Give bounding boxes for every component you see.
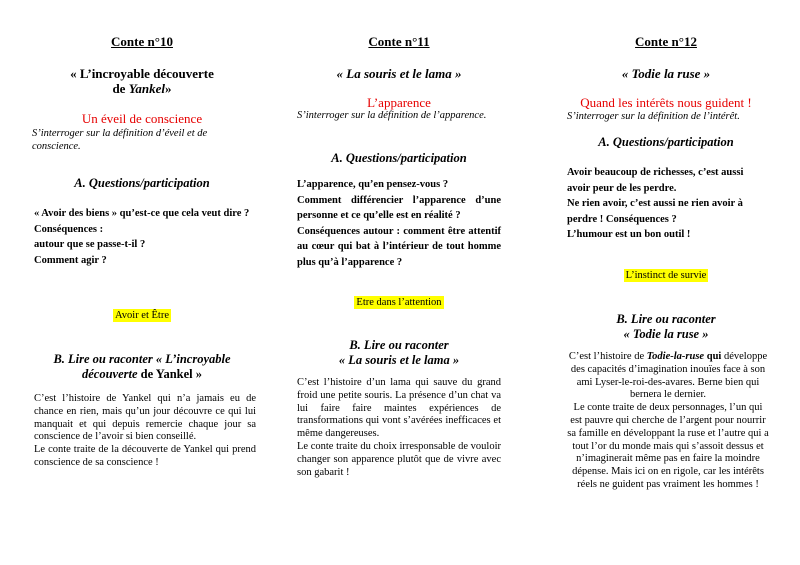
conte-title: « Todie la ruse » [621,66,711,81]
questions-block: Avoir beaucoup de richesses, c’est aussi avoir peur de les perdre. Ne rien avoir, c’est aussi ne rien avoir à perdre ! Conséquences ? L’humour est un bon outil ! [567,167,744,240]
theme-title: Quand les intérêts nous guident ! [580,95,752,110]
section-a-heading: A. Questions/participation [74,176,210,190]
column-conte-11 [297,0,501,565]
conte-title: « L’incroyable découverte de Yankel» [70,66,214,96]
conte-heading: Conte n°10 [111,34,173,49]
section-b-heading: B. Lire ou raconter « L’incroyable découverte de Yankel » [53,352,231,381]
questions-block: L’apparence, qu’en pensez-vous ? Comment différencier l’apparence d’une personne et ce qu’elle est en réalité ? Conséquences autour : comment être attentif au cœur qui bat à l’intérieur de tout homme plus qu’à l’apparence ? [297,179,501,268]
column-conte-10 [28,0,256,565]
section-b-heading: B. Lire ou raconter « La souris et le lama » [338,338,460,367]
theme-definition: S’interroger sur la définition de l’intérêt. [567,111,740,122]
section-b-heading: B. Lire ou raconter « Todie la ruse » [616,312,716,341]
conte-heading: Conte n°12 [635,34,697,49]
highlight-label: L’instinct de survie [625,270,707,281]
conte-heading: Conte n°11 [368,34,430,49]
section-a-heading: A. Questions/participation [598,135,734,149]
questions-block: « Avoir des biens » qu’est-ce que cela veut dire ? Conséquences : autour que se passe-t-il ? Comment agir ? [34,208,250,266]
story-text: C’est l’histoire de Yankel qui n’a jamais eu de chance en rien, mais qu’un jour découvre ce qui lui manquait et qui depuis remercie chaque jour sa conscience de l’avoir si bien conseillé. Le conte traite de la découverte de Yankel qui prend conscience de sa conscience ! [34,393,256,468]
section-a-heading: A. Questions/participation [331,151,467,165]
theme-definition: S’interroger sur la définition de l’apparence. [297,110,487,121]
conte-title: « La souris et le lama » [336,66,462,81]
story-text: C’est l’histoire de Todie-la-ruse qui développe des capacités d’imagination inouïes face à son ami Lyser-le-roi-des-avares. Berne bien qui bernera le dernier. Le conte traite de deux personnages, l’un qui est pauvre qui cherche de l’argent pour nourrir sa famille en développant la ruse et l’autre qui a tout l’or du monde mais qui s’assoit dessus et n’imaginerait même pas en faire la moindre dépense. Mais ici on en rigole, car les intérêts réels ne guident pas vraiment les hommes ! [567,351,769,490]
highlight-label: Etre dans l’attention [356,297,442,308]
theme-title: Un éveil de conscience [81,111,203,126]
theme-title: L’apparence [367,95,431,110]
story-text: C’est l’histoire d’un lama qui sauve du grand froid une petite souris. La présence d’un chat va lui faire faire maintes expériences de transformations qui vont s’avérées inefficaces et même dangereuses. Le conte traite du choix irresponsable de vouloir changer son apparence plutôt que de vivre avec son gabarit ! [297,377,501,478]
column-conte-12 [563,0,769,565]
highlight-label: Avoir et Être [114,310,170,321]
theme-definition: S’interroger sur la définition d’éveil et de conscience. [32,128,208,152]
